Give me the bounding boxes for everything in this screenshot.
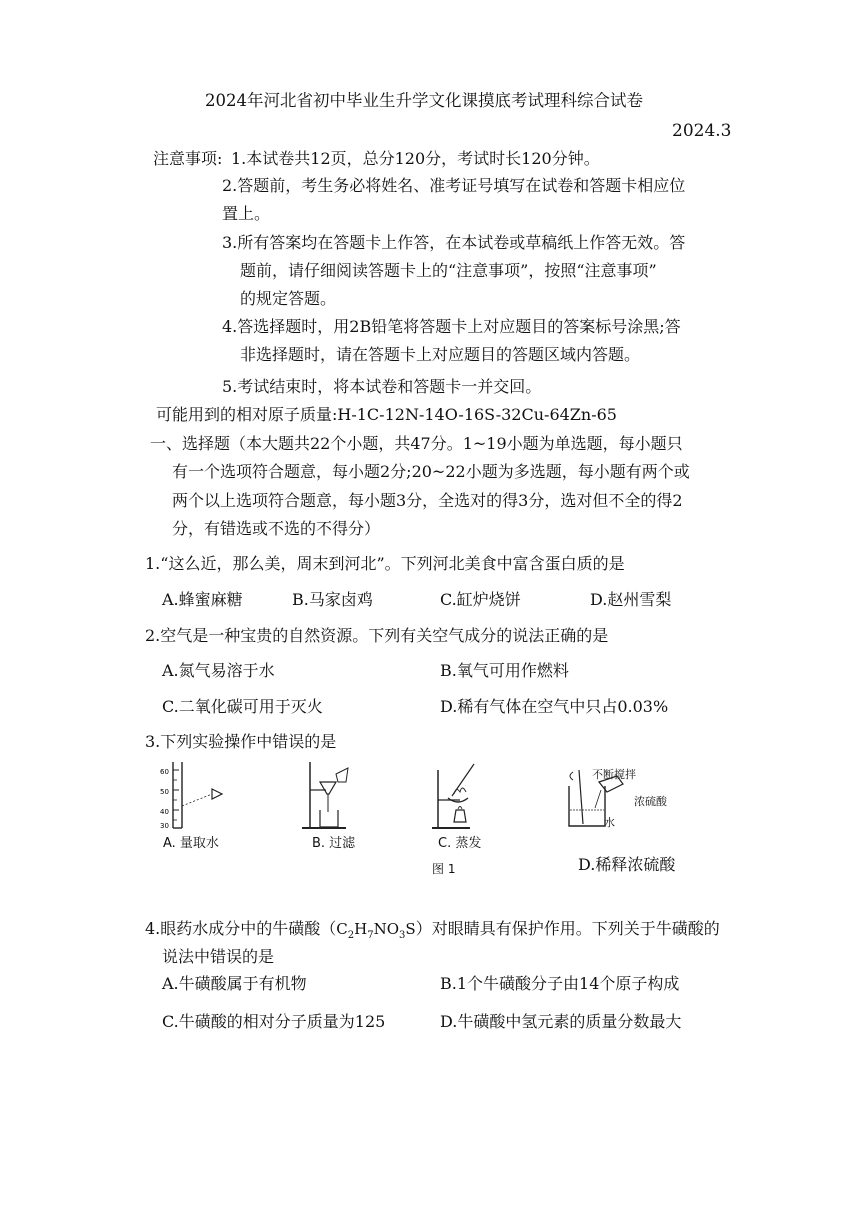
note-2-line-1: 2.答题前，考生务必将姓名、准考证号填写在试卷和答题卡相应位 [222,176,686,195]
section1-line-2: 有一个选项符合题意，每小题2分;20~22小题为多选题，每小题有两个或 [172,462,690,481]
section1-line-4: 分，有错选或不选的不得分） [172,519,381,538]
q2-option-a: A.氮气易溶于水 [162,661,275,680]
q2-stem: 2.空气是一种宝贵的自然资源。下列有关空气成分的说法正确的是 [145,626,609,645]
tick-30: 30 [160,822,169,830]
q4-option-a: A.牛磺酸属于有机物 [162,974,307,993]
filtration-illustration [300,760,350,832]
q1-option-a: A.蜂蜜麻糖 [162,590,243,609]
water-label: 水 [604,816,615,829]
q4-stem-line-2: 说法中错误的是 [162,947,275,966]
fig-a-label: A. 量取水 [163,836,219,851]
q1-option-d: D.赵州雪梨 [590,590,672,609]
exam-title: 2024年河北省初中毕业生升学文化课摸底考试理科综合试卷 [205,91,643,110]
q1-option-b: B.马家卤鸡 [292,590,373,609]
note-1-line-1: 1.本试卷共12页，总分120分，考试时长120分钟。 [231,149,600,168]
q4-option-c: C.牛磺酸的相对分子质量为125 [162,1012,386,1031]
acid-label: 浓硫酸 [634,795,667,808]
exam-date: 2024.3 [672,121,732,141]
note-4-line-2: 非选择题时，请在答题卡上对应题目的答题区域内答题。 [240,345,641,364]
note-3-line-3: 的规定答题。 [240,289,337,308]
graduated-cylinder-illustration [160,760,240,832]
note-3-line-1: 3.所有答案均在答题卡上作答，在本试卷或草稿纸上作答无效。答 [222,233,686,252]
q1-stem: 1.“这么近，那么美，周末到河北”。下列河北美食中富含蛋白质的是 [145,554,625,573]
taurine-formula: $C_2H_7NO_3S$ [336,920,416,941]
tick-40: 40 [160,808,169,816]
q4-stem-line-1: 4.眼药水成分中的牛磺酸$(C_2H_7NO_3S)$对眼睛具有保护作用。下列关于牛磺酸的 [145,919,720,941]
section1-line-1: 一、选择题（本大题共22个小题，共47分。1~19小题为单选题，每小题只 [150,434,683,453]
fig-caption: 图 1 [432,862,456,876]
fig-d-label: D.稀释浓硫酸 [578,855,676,874]
notes-label: 注意事项: [153,149,223,168]
note-5-line-1: 5.考试结束时，将本试卷和答题卡一并交回。 [222,377,542,396]
fig-b-label: B. 过滤 [312,836,356,851]
stir-label: 不断搅拌 [592,768,636,781]
section1-line-3: 两个以上选项符合题意，每小题3分，全选对的得3分，选对但不全的得2 [172,491,683,510]
q4-option-b: B.1个牛磺酸分子由14个原子构成 [440,974,680,993]
q2-option-b: B.氧气可用作燃料 [440,661,569,680]
note-3-line-2: 题前，请仔细阅读答题卡上的“注意事项”，按照“注意事项” [240,261,657,280]
note-4-line-1: 4.答选择题时，用2B铅笔将答题卡上对应题目的答案标号涂黑;答 [222,317,681,336]
q3-stem: 3.下列实验操作中错误的是 [145,732,337,751]
q2-option-c: C.二氧化碳可用于灭火 [162,697,323,716]
note-2-line-2: 置上。 [222,204,271,223]
evaporation-illustration [430,760,490,832]
q1-option-c: C.缸炉烧饼 [440,590,521,609]
tick-50: 50 [160,788,169,796]
q4-option-d: D.牛磺酸中氢元素的质量分数最大 [440,1012,682,1031]
atomic-mass-line: 可能用到的相对原子质量:H-1C-12N-14O-16S-32Cu-64Zn-65 [156,405,617,424]
fig-c-label: C. 蒸发 [438,836,482,851]
tick-60: 60 [160,768,169,776]
q2-option-d: D.稀有气体在空气中只占0.03% [440,697,669,716]
